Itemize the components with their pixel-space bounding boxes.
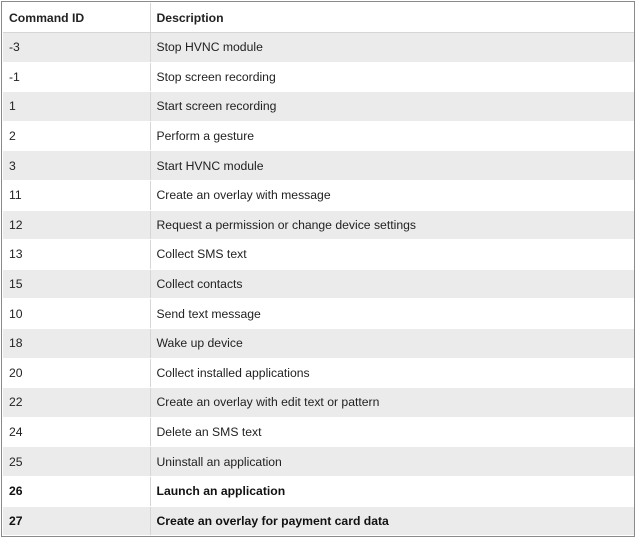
command-id-cell: 13 <box>3 240 150 270</box>
table-row <box>3 180 634 210</box>
description-cell: Request a permission or change device settings <box>150 210 634 240</box>
command-id-cell: 1 <box>3 92 150 122</box>
description-cell: Launch an application <box>150 476 634 506</box>
command-id-cell: 2 <box>3 121 150 151</box>
command-id-cell: 11 <box>3 180 150 210</box>
description-cell: Stop HVNC module <box>150 33 634 63</box>
description-cell: Wake up device <box>150 328 634 358</box>
table-row <box>3 388 634 418</box>
description-cell: Collect installed applications <box>150 358 634 388</box>
command-id-cell: 25 <box>3 447 150 477</box>
command-table <box>3 3 634 536</box>
description-cell: Collect contacts <box>150 269 634 299</box>
command-id-cell: 3 <box>3 151 150 181</box>
description-cell: Start screen recording <box>150 92 634 122</box>
table-row <box>3 417 634 447</box>
command-id-cell: 15 <box>3 269 150 299</box>
table-row <box>3 210 634 240</box>
column-header-description: Description <box>150 3 634 33</box>
description-cell: Collect SMS text <box>150 240 634 270</box>
description-cell: Stop screen recording <box>150 62 634 92</box>
table-row <box>3 92 634 122</box>
description-cell: Create an overlay with message <box>150 180 634 210</box>
description-cell: Send text message <box>150 299 634 329</box>
table-row <box>3 328 634 358</box>
description-cell: Uninstall an application <box>150 447 634 477</box>
column-header-command-id: Command ID <box>3 3 150 33</box>
table-row <box>3 121 634 151</box>
command-id-cell: -1 <box>3 62 150 92</box>
table-row <box>3 299 634 329</box>
command-id-cell: 20 <box>3 358 150 388</box>
description-cell: Perform a gesture <box>150 121 634 151</box>
description-cell: Delete an SMS text <box>150 417 634 447</box>
command-id-cell: 12 <box>3 210 150 240</box>
description-cell: Create an overlay for payment card data <box>150 506 634 536</box>
table-row <box>3 358 634 388</box>
table-row <box>3 33 634 63</box>
table-row <box>3 151 634 181</box>
table-row <box>3 240 634 270</box>
table-row <box>3 447 634 477</box>
table-row <box>3 62 634 92</box>
command-id-cell: 18 <box>3 328 150 358</box>
command-id-cell: 22 <box>3 388 150 418</box>
table-row <box>3 476 634 506</box>
command-id-cell: -3 <box>3 33 150 63</box>
table-header-row <box>3 3 634 33</box>
command-id-cell: 10 <box>3 299 150 329</box>
table-row <box>3 506 634 536</box>
description-cell: Create an overlay with edit text or pattern <box>150 388 634 418</box>
description-cell: Start HVNC module <box>150 151 634 181</box>
table-row <box>3 269 634 299</box>
command-id-cell: 26 <box>3 476 150 506</box>
command-id-cell: 24 <box>3 417 150 447</box>
command-id-cell: 27 <box>3 506 150 536</box>
